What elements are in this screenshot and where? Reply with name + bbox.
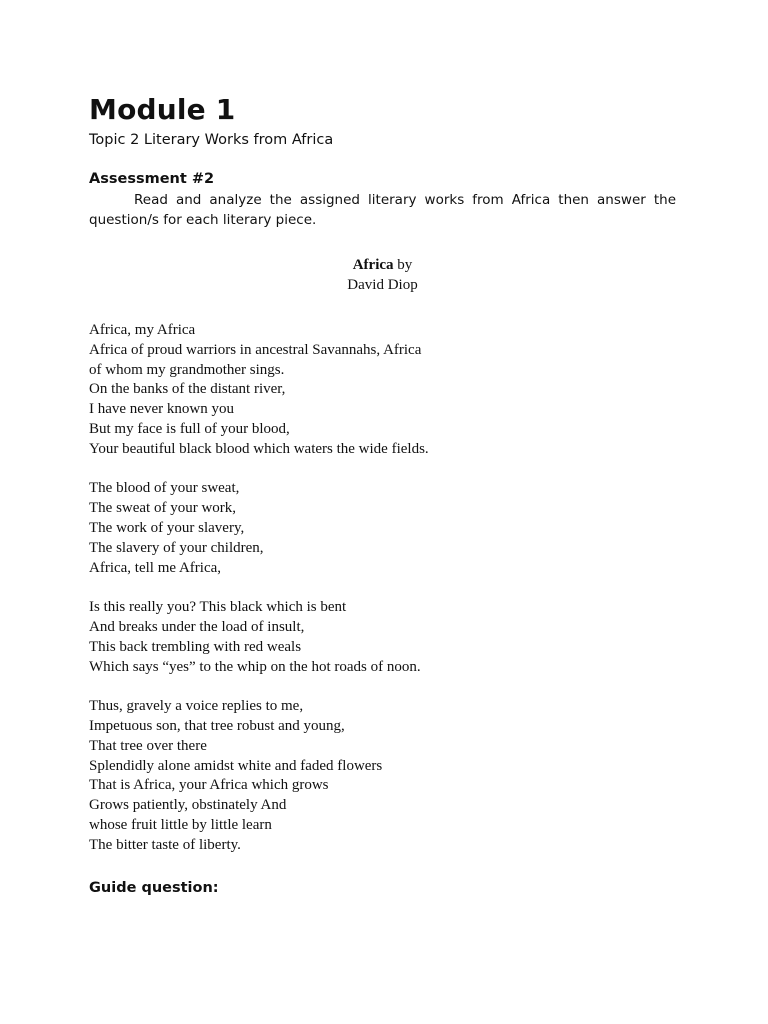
poem-line: Africa, my Africa: [89, 322, 196, 338]
poem-line: And breaks under the load of insult,: [89, 618, 305, 635]
poem-line: On the banks of the distant river,: [89, 381, 286, 398]
poem-line: Grows patiently, obstinately And: [89, 797, 287, 814]
poem-line: Africa, tell me Africa,: [89, 559, 222, 576]
poem-line: The bitter taste of liberty.: [89, 836, 241, 853]
poem-stanza: [89, 479, 649, 578]
poem-line: of whom my grandmother sings.: [89, 361, 285, 378]
poem-body: [89, 321, 649, 875]
assessment-heading: Assessment #2: [89, 171, 215, 187]
poem-line: That is Africa, your Africa which grows: [89, 777, 329, 794]
poem-line: This back trembling with red weals: [89, 638, 302, 655]
poem-stanza: [89, 321, 649, 460]
topic-line: Topic 2 Literary Works from Africa: [89, 132, 334, 148]
poem-line: Impetuous son, that tree robust and young,: [89, 717, 345, 734]
poem-line: That tree over there: [89, 737, 207, 754]
poem-title-line: [89, 255, 676, 275]
poem-line: whose fruit little by little learn: [89, 816, 272, 833]
poem-line: Africa of proud warriors in ancestral Savannahs, Africa: [89, 341, 422, 358]
poem-line: I have never known you: [89, 401, 234, 418]
poem-line: But my face is full of your blood,: [89, 420, 290, 437]
module-title: Module 1: [89, 93, 236, 126]
guide-question-label: Guide question:: [89, 880, 219, 896]
assessment-instructions: Read and analyze the assigned literary works from Africa then answer the question/s for each literary piece.: [89, 192, 676, 228]
poem-title: Africa: [352, 257, 394, 273]
poem-author: David Diop: [347, 277, 418, 293]
poem-line: The blood of your sweat,: [89, 480, 240, 497]
poem-line: The sweat of your work,: [89, 500, 237, 517]
poem-line: The work of your slavery,: [89, 519, 245, 536]
poem-line: Splendidly alone amidst white and faded flowers: [89, 757, 383, 774]
poem-heading: [89, 255, 676, 295]
poem-stanza: [89, 697, 649, 855]
poem-line: Your beautiful black blood which waters the wide fields.: [89, 440, 429, 457]
poem-line: Thus, gravely a voice replies to me,: [89, 698, 304, 715]
poem-line: Is this really you? This black which is bent: [89, 599, 347, 616]
poem-stanza: [89, 598, 649, 677]
poem-line: The slavery of your children,: [89, 539, 264, 556]
poem-by: by: [393, 257, 413, 273]
poem-line: Which says “yes” to the whip on the hot roads of noon.: [89, 658, 421, 675]
